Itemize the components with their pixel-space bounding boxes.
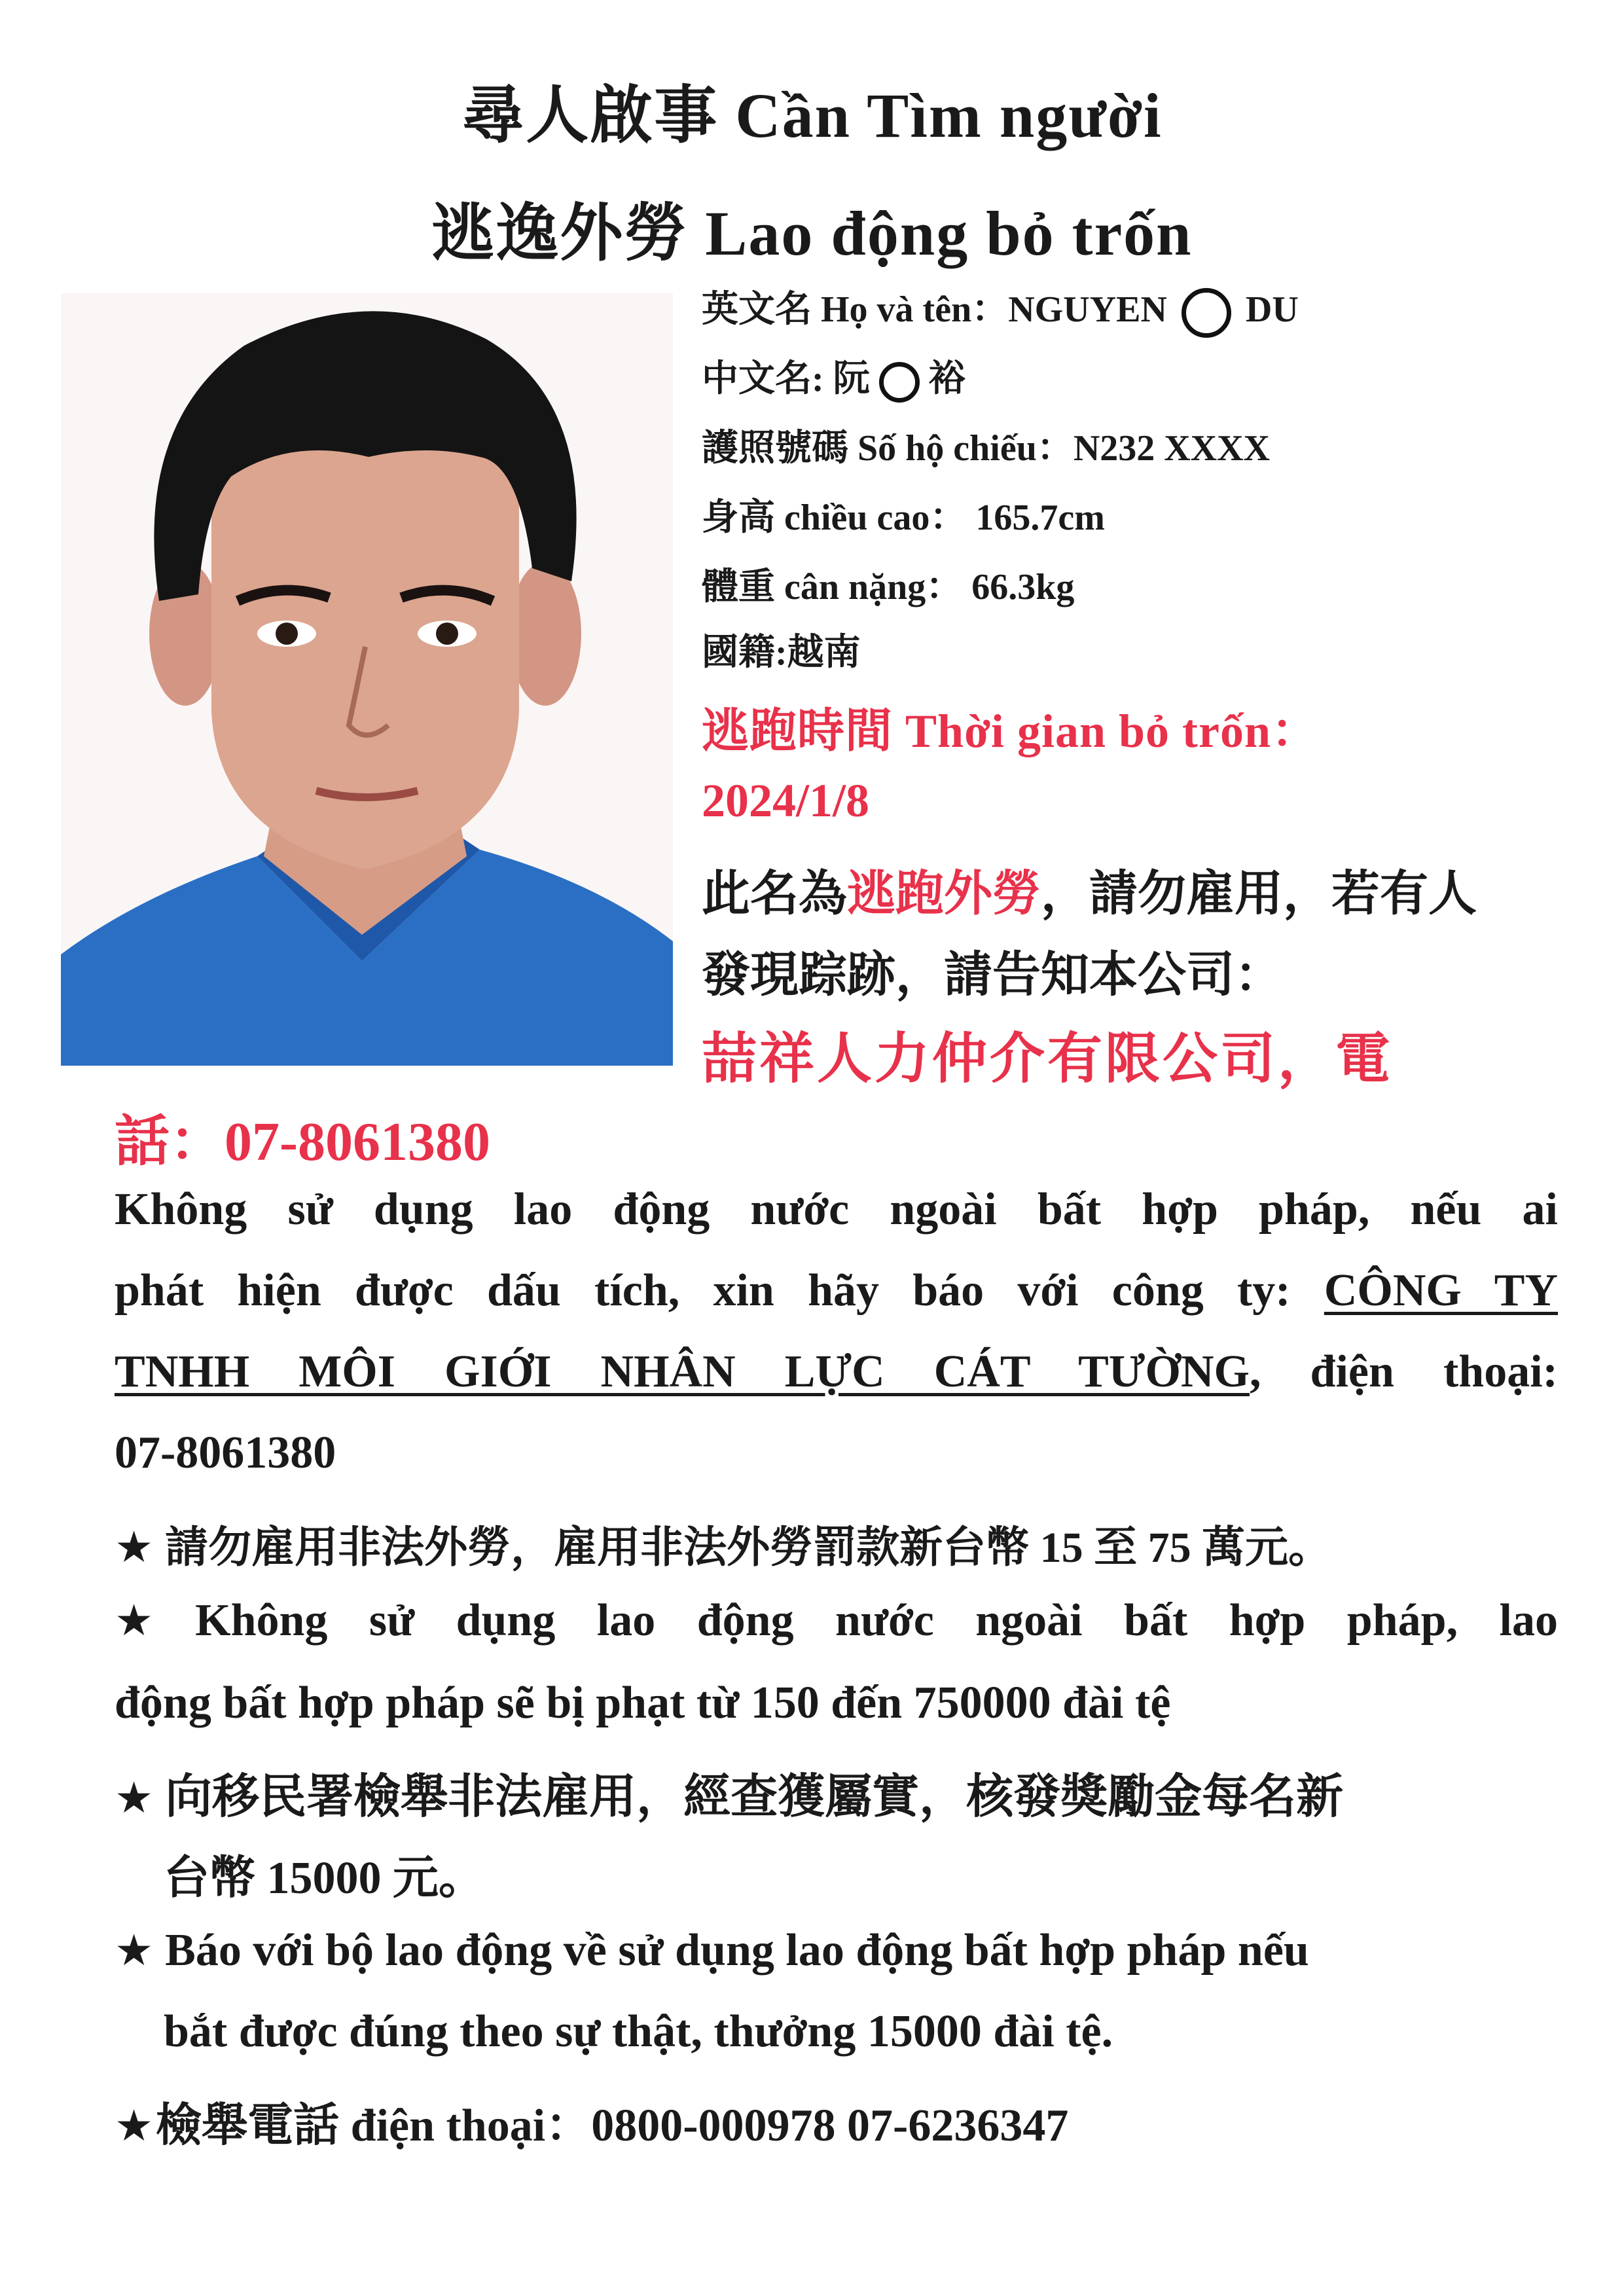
chinese-name-label: 中文名: 阮 — [702, 359, 870, 399]
bullet-2-line-2: động bất hợp pháp sẽ bị phạt từ 150 đến 750000 đài tệ — [115, 1678, 1171, 1728]
bullet-4-line-2: bắt được đúng theo sự thật, thưởng 15000 đài tệ. — [164, 2006, 1113, 2057]
redacted-circle-icon — [879, 362, 920, 403]
bullet-3-line-1 — [115, 1758, 1558, 1826]
chinese-name-suffix: 裕 — [928, 359, 965, 399]
person-photo — [61, 293, 673, 1066]
page-title-line-2: 逃逸外勞 Lao động bỏ trốn — [431, 198, 1193, 268]
vn-notice-line-3-post: , điện thoại: — [1249, 1346, 1558, 1397]
bullet-3-line-2: 台幣 15000 元。 — [164, 1853, 484, 1904]
notice-line-1-post: ，請勿雇用，若有人 — [1041, 867, 1477, 921]
passport-field: 護照號碼 Số hộ chiếu：N232 XXXX — [702, 428, 1271, 469]
vn-notice-line-1: Không sử dụng lao động nước ngoài bất hợp pháp, nếu ai — [115, 1184, 1558, 1235]
bullet-1 — [115, 1512, 1558, 1574]
notice-line-2: 發現踪跡，請告知本公司： — [702, 949, 1283, 1002]
vn-notice-line-2 — [115, 1265, 1558, 1317]
bullet-3-text-line-1: 向移民署檢舉非法雇用，經查獲屬實，核發獎勵金每名新 — [165, 1771, 1344, 1823]
notice-line-1 — [702, 855, 1477, 924]
height-field: 身高 chiều cao： 165.7cm — [702, 497, 1105, 538]
bullet-1-text: 請勿雇用非法外勞，雇用非法外勞罰款新台幣 15 至 75 萬元。 — [165, 1524, 1332, 1572]
company-phone-line: 話：07-8061380 — [115, 1111, 490, 1172]
vn-notice-line-2-pre: phát hiện được dấu tích, xin hãy báo với công ty: — [115, 1265, 1324, 1316]
vn-company-name-part-1: CÔNG TY — [1324, 1265, 1558, 1316]
bullet-4-line-1 — [115, 1925, 1558, 1977]
english-name-field — [702, 280, 1299, 338]
english-name-suffix: DU — [1245, 289, 1299, 330]
report-phone-text: 檢舉電話 điện thoại：0800-000978 07-6236347 — [156, 2101, 1069, 2151]
page-title-line-1: 尋人啟事 Cần Tìm người — [461, 81, 1163, 151]
escape-time-label: 逃跑時間 Thời gian bỏ trốn： — [702, 705, 1320, 757]
star-icon: ★ — [115, 1773, 154, 1823]
chinese-name-field — [702, 350, 965, 403]
bullet-2-text-line-1: Không sử dụng lao động nước ngoài bất hợp pháp, lao — [195, 1595, 1558, 1646]
escape-date: 2024/1/8 — [702, 774, 870, 827]
star-icon: ★ — [115, 1522, 154, 1572]
bullet-2-line-1 — [115, 1595, 1558, 1647]
bullet-4-text-line-1: Báo với bộ lao động về sử dụng lao động bất hợp pháp nếu — [165, 1925, 1309, 1976]
english-name-label: 英文名 Họ và tên：NGUYEN — [702, 289, 1167, 330]
notice-line-1-pre: 此名為 — [702, 867, 847, 921]
star-icon: ★ — [115, 2101, 154, 2151]
vn-notice-phone: 07-8061380 — [115, 1428, 336, 1478]
notice-line-1-highlight: 逃跑外勞 — [847, 867, 1041, 921]
redacted-circle-icon — [1182, 288, 1231, 338]
star-icon: ★ — [115, 1925, 154, 1976]
bullet-5 — [115, 2088, 1558, 2154]
nationality-field: 國籍:越南 — [702, 632, 861, 673]
vn-notice-line-3 — [115, 1346, 1558, 1398]
company-name-line: 喆祥人力仲介有限公司，電 — [702, 1029, 1394, 1090]
vn-company-name-part-2: TNHH MÔI GIỚI NHÂN LỰC CÁT TƯỜNG — [115, 1346, 1250, 1397]
weight-field: 體重 cân nặng： 66.3kg — [702, 567, 1075, 607]
star-icon: ★ — [115, 1595, 184, 1646]
